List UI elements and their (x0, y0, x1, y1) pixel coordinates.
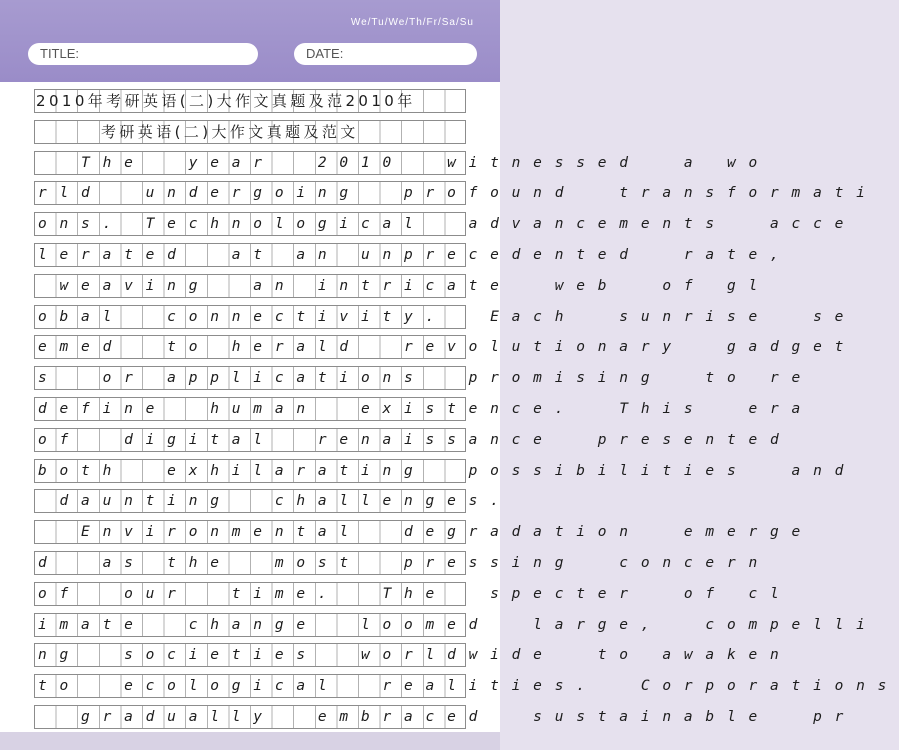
text-row (34, 243, 792, 267)
text-row (34, 643, 792, 667)
document-title-line-1: 2010年考研英语(二)大作文真题及范2010年 (36, 92, 416, 110)
title-row-2 (34, 120, 466, 144)
header-band (0, 0, 500, 82)
document-title-line-2: 考研英语(二)大作文真题及范文 (101, 122, 359, 141)
title-field[interactable] (28, 43, 258, 65)
text-line: of our time. The specter of cl (38, 585, 792, 602)
text-row (34, 366, 814, 390)
text-line: Environmental degradation emerge (38, 524, 814, 541)
text-row (34, 520, 814, 544)
text-line: obal connectivity. Each sunrise se (38, 308, 857, 325)
text-row (34, 335, 857, 359)
grid-paper (0, 82, 899, 750)
text-line: weaving an intricate web of gl (38, 277, 771, 294)
title-label: TITLE: (40, 46, 80, 61)
text-row (34, 674, 899, 698)
text-line: The year 2010 witnessed a wo (38, 154, 771, 171)
text-line: d as the most pressing concern (38, 554, 771, 571)
text-row (34, 705, 857, 729)
text-line: define human existence. This era (38, 400, 814, 417)
text-row (34, 613, 878, 637)
text-row (34, 582, 792, 606)
text-line: emed to herald revolutionary gadget (38, 339, 857, 356)
text-line: s or applications promising to re (38, 370, 814, 387)
text-line: ons. Technological advancements acce (38, 216, 857, 233)
date-field[interactable] (294, 43, 477, 65)
text-line: to ecological realities. Corporations (38, 678, 899, 695)
text-line: ng societies worldwide to awaken (38, 647, 792, 664)
text-line: daunting challenges. (38, 493, 512, 510)
date-label: DATE: (306, 46, 344, 61)
text-line: of digital renaissance presented (38, 431, 792, 448)
text-row (34, 459, 857, 483)
text-line: lerated at an unprecedented rate, (38, 246, 792, 263)
text-row (34, 181, 878, 205)
text-row (34, 551, 771, 575)
title-row-1 (34, 89, 466, 113)
text-row (34, 274, 771, 298)
text-line: rld undergoing profound transformati (38, 185, 878, 202)
weekday-selector[interactable]: We/Tu/We/Th/Fr/Sa/Su (350, 17, 474, 28)
text-line: gradually embraced sustainable pr (38, 708, 857, 725)
text-line: imate change loomed large, compelli (38, 616, 878, 633)
text-row (34, 489, 512, 513)
writing-grid (34, 89, 899, 736)
text-row (34, 151, 771, 175)
text-line: both exhilarating possibilities and (38, 462, 857, 479)
text-row (34, 212, 857, 236)
text-row (34, 428, 792, 452)
text-row (34, 397, 814, 421)
footer-strip (0, 732, 500, 750)
text-row (34, 305, 857, 329)
